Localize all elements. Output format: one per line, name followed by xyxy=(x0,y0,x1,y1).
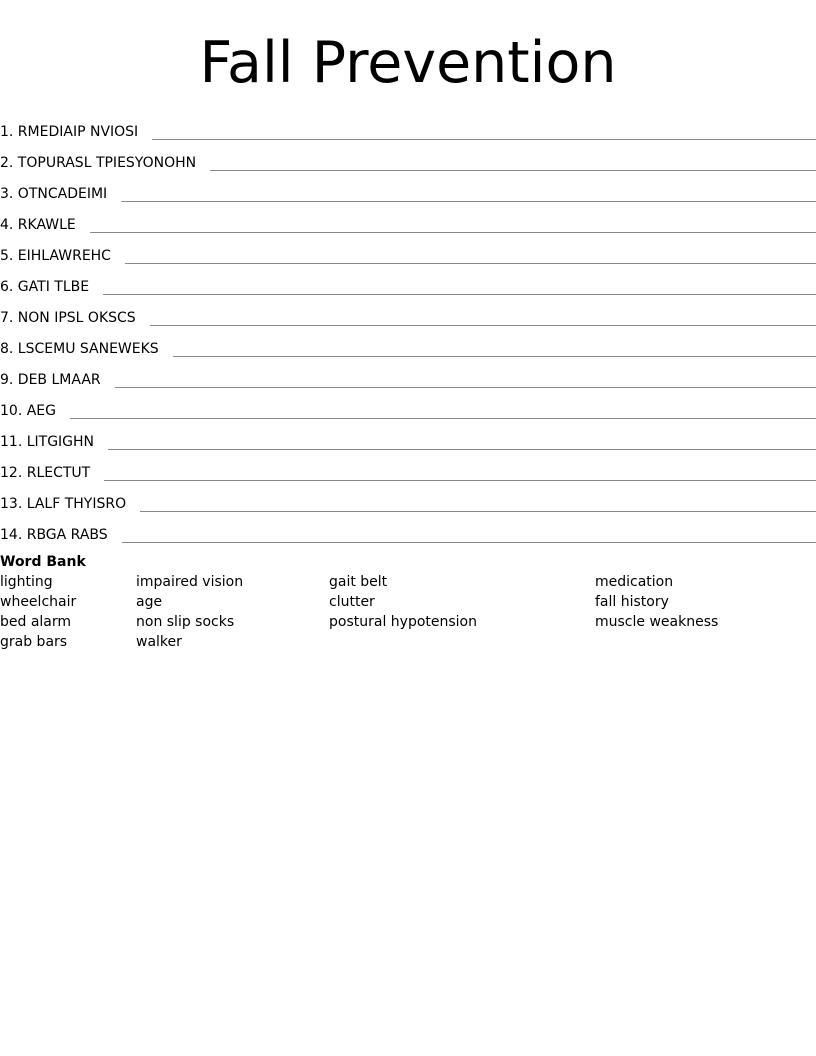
word-bank xyxy=(0,572,816,652)
word-bank-item: gait belt xyxy=(329,574,388,590)
word-bank-item: postural hypotension xyxy=(329,614,477,630)
answer-blank[interactable] xyxy=(103,293,816,295)
answer-blank[interactable] xyxy=(121,200,816,202)
word-bank-item: walker xyxy=(136,634,182,650)
answer-blank[interactable] xyxy=(210,169,816,171)
scrambled-word: 3. OTNCADEIMI xyxy=(0,186,108,202)
puzzle-item xyxy=(0,111,816,142)
scrambled-word: 6. GATI TLBE xyxy=(0,279,90,295)
answer-blank[interactable] xyxy=(108,448,816,450)
scrambled-word: 12. RLECTUT xyxy=(0,465,91,481)
scrambled-word: 4. RKAWLE xyxy=(0,217,76,233)
puzzle-item xyxy=(0,328,816,359)
puzzle-item xyxy=(0,266,816,297)
puzzle-item xyxy=(0,204,816,235)
word-bank-item: impaired vision xyxy=(136,574,244,590)
puzzle-item xyxy=(0,297,816,328)
puzzle-item xyxy=(0,390,816,421)
answer-blank[interactable] xyxy=(152,138,816,140)
puzzle-item xyxy=(0,173,816,204)
puzzle-item xyxy=(0,235,816,266)
scrambled-word: 5. EIHLAWREHC xyxy=(0,248,111,264)
word-bank-item: muscle weakness xyxy=(595,614,719,630)
answer-blank[interactable] xyxy=(104,479,816,481)
puzzle-item xyxy=(0,452,816,483)
scrambled-word: 10. AEG xyxy=(0,403,56,419)
word-bank-item: non slip socks xyxy=(136,614,235,630)
word-bank-title: Word Bank xyxy=(0,554,86,570)
answer-blank[interactable] xyxy=(90,231,816,233)
puzzle-item xyxy=(0,514,816,545)
answer-blank[interactable] xyxy=(122,541,816,543)
puzzle-item xyxy=(0,421,816,452)
scrambled-word: 11. LITGIGHN xyxy=(0,434,95,450)
page-title: Fall Prevention xyxy=(199,30,617,96)
word-bank-item: wheelchair xyxy=(0,594,77,610)
scrambled-word: 9. DEB LMAAR xyxy=(0,372,101,388)
word-bank-item: bed alarm xyxy=(0,614,72,630)
scrambled-word: 13. LALF THYISRO xyxy=(0,496,127,512)
scrambled-word: 2. TOPURASL TPIESYONOHN xyxy=(0,155,197,171)
answer-blank[interactable] xyxy=(125,262,816,264)
scrambled-word: 8. LSCEMU SANEWEKS xyxy=(0,341,159,357)
answer-blank[interactable] xyxy=(115,386,816,388)
answer-blank[interactable] xyxy=(173,355,816,357)
scrambled-word: 7. NON IPSL OKSCS xyxy=(0,310,136,326)
puzzle-list xyxy=(0,111,816,545)
answer-blank[interactable] xyxy=(140,510,816,512)
word-bank-item: age xyxy=(136,594,163,610)
puzzle-item xyxy=(0,359,816,390)
word-bank-item: medication xyxy=(595,574,674,590)
scrambled-word: 1. RMEDIAIP NVIOSI xyxy=(0,124,139,140)
word-bank-item: grab bars xyxy=(0,634,68,650)
answer-blank[interactable] xyxy=(150,324,816,326)
scrambled-word: 14. RBGA RABS xyxy=(0,527,108,543)
word-bank-item: lighting xyxy=(0,574,53,590)
puzzle-item xyxy=(0,483,816,514)
word-bank-item: fall history xyxy=(595,594,669,610)
puzzle-item xyxy=(0,142,816,173)
word-bank-item: clutter xyxy=(329,594,375,610)
answer-blank[interactable] xyxy=(70,417,816,419)
